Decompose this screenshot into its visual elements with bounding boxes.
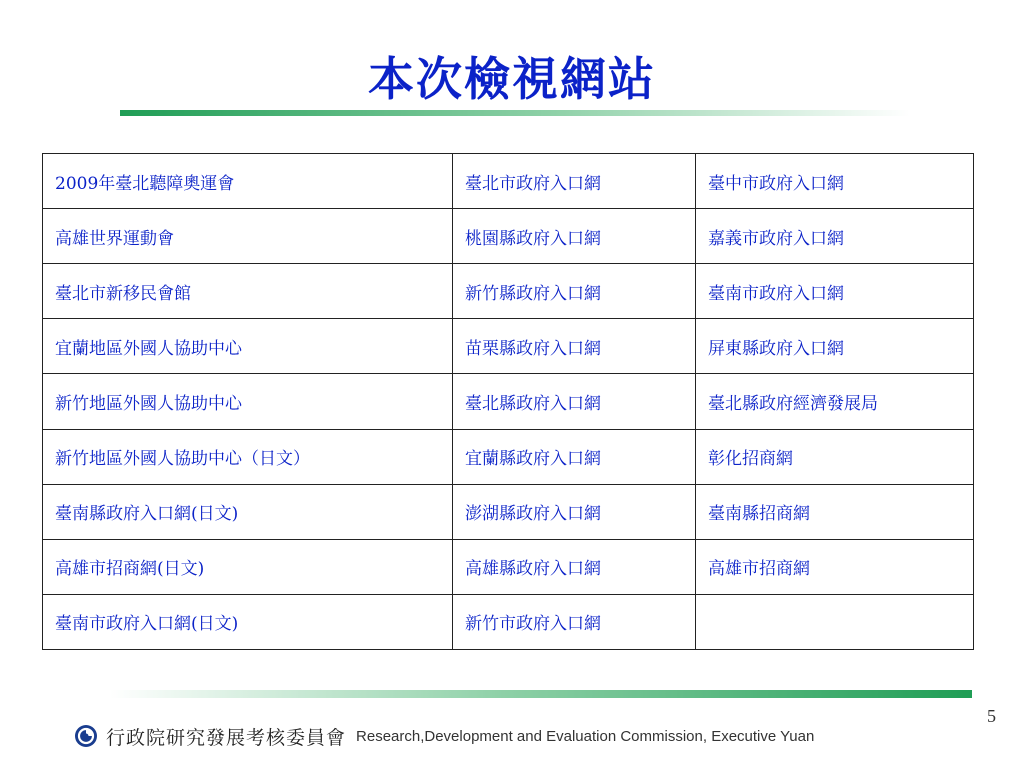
table-row	[43, 374, 974, 429]
table-row	[43, 429, 974, 484]
table-cell: 臺南縣招商網	[696, 484, 974, 539]
table-row	[43, 209, 974, 264]
table-cell: 高雄市招商網(日文)	[43, 539, 453, 594]
table-row	[43, 319, 974, 374]
title-divider	[120, 110, 910, 116]
table-row	[43, 594, 974, 649]
table-cell: 新竹地區外國人協助中心	[43, 374, 453, 429]
table-row	[43, 264, 974, 319]
org-name-english: Research,Development and Evaluation Commission, Executive Yuan	[356, 727, 815, 745]
table-cell: 嘉義市政府入口網	[696, 209, 974, 264]
table-cell: 桃園縣政府入口網	[453, 209, 696, 264]
table-cell: 新竹地區外國人協助中心（日文）	[43, 429, 453, 484]
table-cell	[696, 594, 974, 649]
org-name-chinese: 行政院研究發展考核委員會	[106, 726, 347, 749]
table-cell: 臺北縣政府入口網	[453, 374, 696, 429]
table-cell: 宜蘭地區外國人協助中心	[43, 319, 453, 374]
table-cell: 新竹縣政府入口網	[453, 264, 696, 319]
table-cell: 高雄市招商網	[696, 539, 974, 594]
table-cell: 屏東縣政府入口網	[696, 319, 974, 374]
table-cell: 臺北縣政府經濟發展局	[696, 374, 974, 429]
table-cell: 高雄縣政府入口網	[453, 539, 696, 594]
table-cell: 2009年臺北聽障奧運會	[43, 154, 453, 209]
table-cell: 新竹市政府入口網	[453, 594, 696, 649]
table-cell: 臺南市政府入口網(日文)	[43, 594, 453, 649]
page-number: 5	[987, 706, 996, 726]
table-row	[43, 484, 974, 539]
table-cell: 臺中市政府入口網	[696, 154, 974, 209]
website-table	[42, 153, 974, 650]
table-row	[43, 154, 974, 209]
rdec-logo-icon	[74, 724, 98, 748]
table-cell: 宜蘭縣政府入口網	[453, 429, 696, 484]
table-row	[43, 539, 974, 594]
footer	[74, 722, 814, 750]
table-cell: 臺北市新移民會館	[43, 264, 453, 319]
slide-title: 本次檢視網站	[368, 52, 656, 106]
table-cell: 高雄世界運動會	[43, 209, 453, 264]
table-cell: 臺北市政府入口網	[453, 154, 696, 209]
footer-divider	[110, 690, 972, 698]
table-cell: 澎湖縣政府入口網	[453, 484, 696, 539]
table-cell: 臺南市政府入口網	[696, 264, 974, 319]
table-cell: 彰化招商網	[696, 429, 974, 484]
table-cell: 臺南縣政府入口網(日文)	[43, 484, 453, 539]
table-cell: 苗栗縣政府入口網	[453, 319, 696, 374]
